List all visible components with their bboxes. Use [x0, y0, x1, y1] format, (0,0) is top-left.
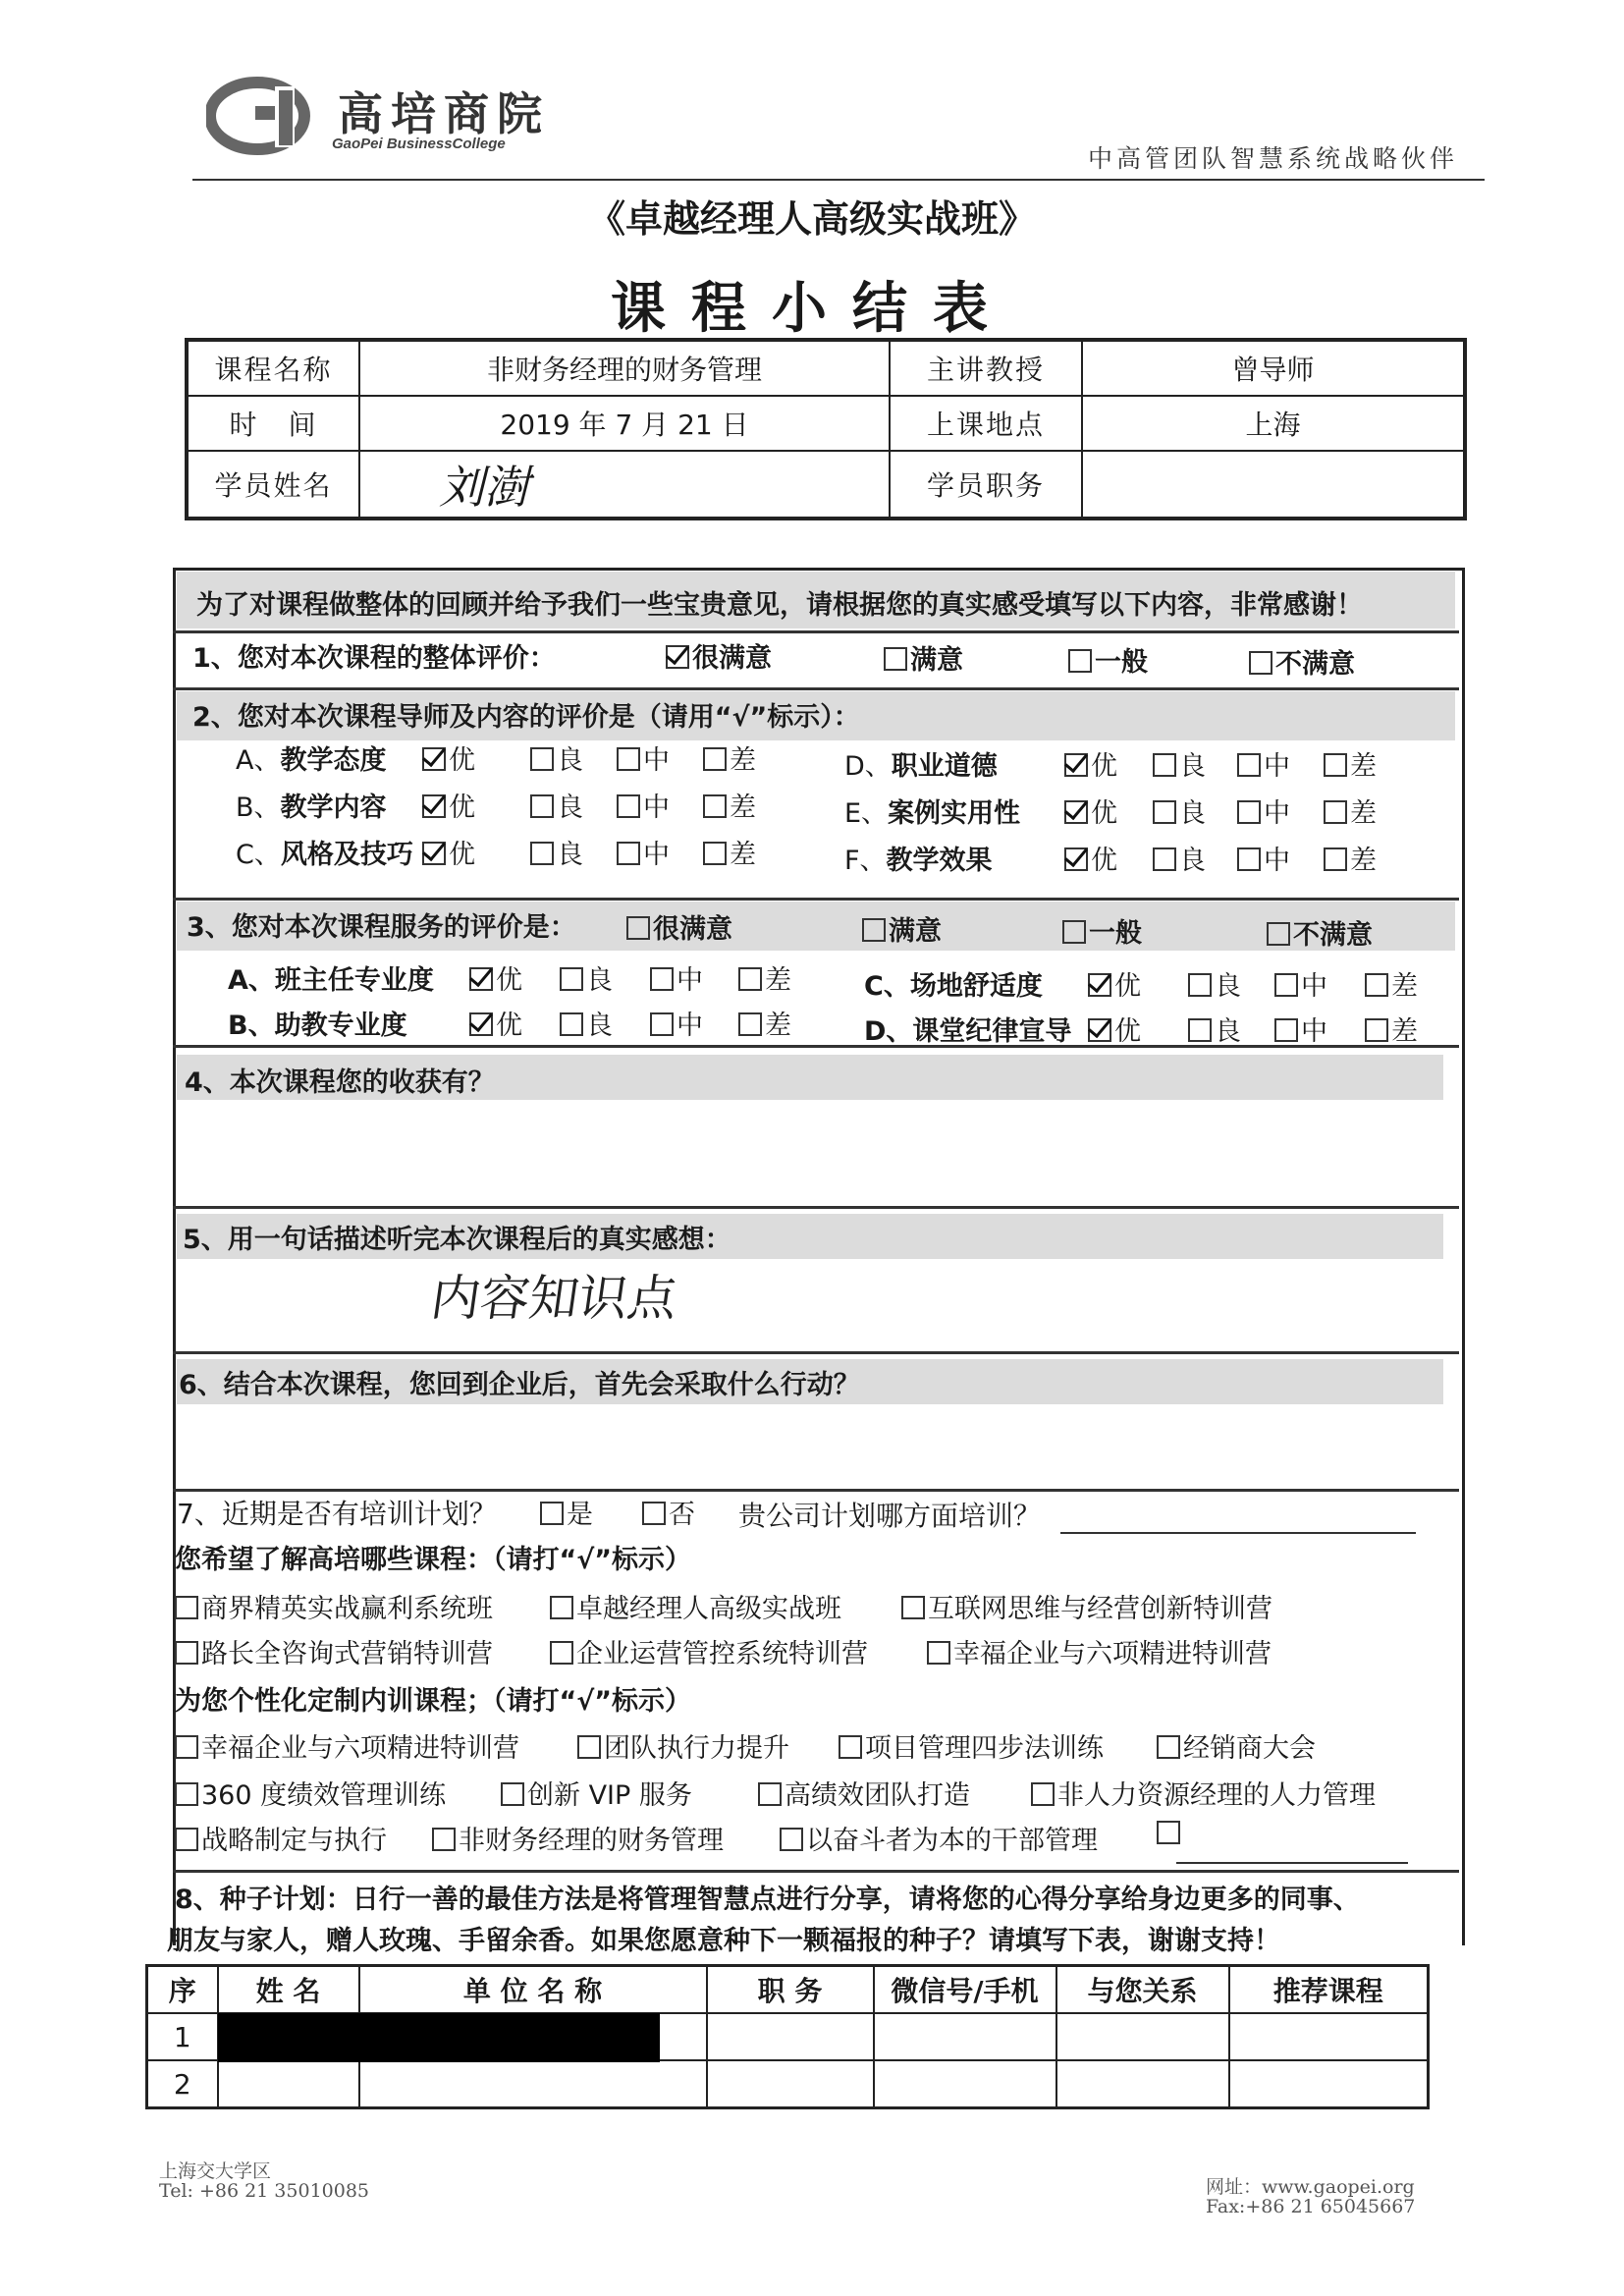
q3-item-label: [864, 1010, 1071, 1048]
option-label: 优: [496, 965, 522, 996]
checkbox-icon[interactable]: [1031, 1782, 1055, 1806]
option-label: 良: [557, 793, 583, 823]
seed-name-field[interactable]: [218, 2060, 359, 2108]
option-label: 优: [449, 840, 475, 870]
checkbox-icon[interactable]: [617, 842, 640, 865]
q7-option-yes[interactable]: 是: [540, 1493, 593, 1531]
checkbox-icon[interactable]: [469, 967, 493, 991]
checkbox-icon[interactable]: [1064, 753, 1088, 777]
logo-text-cn: 高培商院: [338, 87, 550, 140]
item-name: 班主任专业度: [274, 965, 434, 996]
q3-grade-option[interactable]: [469, 958, 522, 997]
checkbox-icon[interactable]: [1324, 847, 1347, 871]
q3-option-unsatisfied[interactable]: 不满意: [1267, 913, 1373, 952]
checkbox-icon[interactable]: [175, 1782, 198, 1806]
q3-grade-option[interactable]: [469, 1004, 522, 1042]
seed-header-course: 推荐课程: [1229, 1966, 1429, 2014]
q3-item-label: [228, 958, 434, 997]
want-course-option[interactable]: [927, 1632, 1272, 1670]
checkbox-icon[interactable]: [175, 1641, 198, 1665]
q2-item-label: [236, 738, 386, 777]
q2-grade-option[interactable]: [1237, 792, 1290, 830]
checkbox-icon[interactable]: [1157, 1821, 1180, 1844]
q3-option-satisfied[interactable]: 满意: [862, 909, 942, 948]
footer-fax: Fax:+86 21 65045667: [1206, 2196, 1416, 2217]
checkbox-icon[interactable]: [703, 747, 727, 771]
q3-grade-option[interactable]: [738, 1004, 791, 1042]
checkbox-icon[interactable]: [530, 842, 554, 865]
item-name: 助教专业度: [274, 1011, 407, 1041]
q2-grade-option[interactable]: [703, 833, 756, 871]
table-row: [147, 2060, 1429, 2108]
q1-option-very-satisfied[interactable]: 很满意: [666, 636, 772, 675]
q2-grade-option[interactable]: [422, 786, 475, 824]
q3-label: 3、您对本次课程服务的评价是：: [187, 912, 576, 943]
q2-grade-option[interactable]: [617, 786, 670, 824]
option-label: 幸福企业与六项精进特训营: [953, 1639, 1272, 1669]
seed-course-field[interactable]: [1229, 2013, 1429, 2060]
teacher-value: 曾导师: [1082, 340, 1465, 396]
option-label: 差: [765, 965, 791, 996]
custom-course-option[interactable]: [175, 1819, 387, 1857]
checkbox-icon[interactable]: [530, 794, 554, 818]
option-label: 创新 VIP 服务: [527, 1780, 692, 1811]
q2-grade-option[interactable]: [422, 833, 475, 871]
checkbox-icon[interactable]: [432, 1828, 456, 1851]
checkbox-icon[interactable]: [175, 1828, 198, 1851]
footer-campus: 上海交大学区: [159, 2160, 272, 2182]
seed-course-field[interactable]: [1229, 2060, 1429, 2108]
q5-label: 5、用一句话描述听完本次课程后的真实感想：: [183, 1225, 731, 1255]
footer-tel: Tel: +86 21 35010085: [159, 2180, 370, 2202]
option-label: 优: [1091, 846, 1117, 876]
q3-option-very-satisfied[interactable]: 很满意: [626, 907, 732, 946]
item-name: 场地舒适度: [909, 971, 1043, 1002]
option-label: 良: [557, 745, 583, 776]
q3-grade-option[interactable]: [560, 1004, 613, 1042]
q5-answer-handwriting[interactable]: 内容知识点: [427, 1270, 681, 1327]
option-label: 优: [449, 745, 475, 776]
q2-grade-option[interactable]: [703, 786, 756, 824]
course-name-label: 课程名称: [187, 340, 359, 396]
item-key: E、: [844, 798, 889, 829]
checkbox-icon[interactable]: [780, 1828, 803, 1851]
seed-row-no: 2: [147, 2060, 218, 2108]
seed-relation-field[interactable]: [1056, 2060, 1229, 2108]
checkbox-icon[interactable]: [927, 1641, 950, 1665]
seed-header-no: 序: [147, 1966, 218, 2014]
q7-which-label: 贵公司计划哪方面培训？: [738, 1500, 1042, 1532]
option-label: 中: [1264, 846, 1290, 876]
option-label: 优: [1114, 971, 1141, 1002]
option-label: 中: [1264, 751, 1290, 782]
checkbox-icon[interactable]: [862, 918, 886, 942]
checkbox-icon[interactable]: [550, 1641, 573, 1665]
seed-header-relation: 与您关系: [1056, 1966, 1229, 2014]
divider: [173, 1045, 1459, 1048]
custom-course-option[interactable]: [839, 1726, 1104, 1765]
q2-item-label: [844, 744, 998, 783]
checkbox-icon[interactable]: [617, 794, 640, 818]
option-label: 良: [586, 1011, 613, 1041]
checkbox-icon[interactable]: [758, 1782, 782, 1806]
item-key: B、: [228, 1011, 275, 1041]
divider: [173, 1489, 1459, 1492]
checkbox-icon[interactable]: [703, 794, 727, 818]
q2-grade-option[interactable]: [1153, 744, 1206, 783]
checkbox-icon[interactable]: [666, 645, 689, 669]
option-label: 差: [1350, 751, 1377, 782]
footer-website[interactable]: 网址：www.gaopei.org: [1206, 2176, 1415, 2198]
seed-position-field[interactable]: [707, 2013, 874, 2060]
option-label: 良: [1179, 798, 1206, 829]
custom-course-option[interactable]: [175, 1774, 446, 1812]
q3-grade-option[interactable]: [1088, 964, 1141, 1003]
intro-text: 为了对课程做整体的回顾并给予我们一些宝贵意见，请根据您的真实感受填写以下内容，非常感谢！: [196, 590, 1363, 621]
checkbox-icon[interactable]: [1274, 973, 1298, 997]
item-key: B、: [236, 793, 281, 823]
q2-grade-option[interactable]: [1237, 744, 1290, 783]
q3-grade-option[interactable]: [1365, 1010, 1418, 1048]
checkbox-icon[interactable]: [650, 1012, 674, 1036]
q1-label: 1、您对本次课程的整体评价：: [192, 643, 556, 674]
student-position-label: 学员职务: [890, 451, 1082, 519]
q6-label: 6、结合本次课程，您回到企业后，首先会采取什么行动？: [179, 1370, 860, 1400]
q2-grade-option[interactable]: [1153, 792, 1206, 830]
custom-course-option[interactable]: [1031, 1774, 1376, 1812]
checkbox-icon[interactable]: [1324, 753, 1347, 777]
option-label: 差: [730, 745, 756, 776]
option-label: 优: [1114, 1016, 1141, 1047]
checkbox-icon[interactable]: [560, 967, 583, 991]
seed-header-position: 职 务: [707, 1966, 874, 2014]
option-label: 卓越经理人高级实战班: [576, 1594, 841, 1624]
custom-course-option[interactable]: [758, 1774, 970, 1812]
custom-course-option[interactable]: [432, 1819, 724, 1857]
option-label: 高绩效团队打造: [785, 1780, 970, 1811]
q1-option-average[interactable]: 一般: [1068, 640, 1148, 679]
checkbox-icon[interactable]: [1064, 847, 1088, 871]
custom-course-option[interactable]: [175, 1726, 519, 1765]
checkbox-icon[interactable]: [738, 967, 762, 991]
option-label: 以奋斗者为本的干部管理: [806, 1826, 1098, 1856]
q2-grade-option[interactable]: [703, 738, 756, 777]
q2-item-label: [236, 833, 413, 871]
item-key: D、: [864, 1016, 913, 1047]
checkbox-icon[interactable]: [530, 747, 554, 771]
checkbox-icon[interactable]: [626, 916, 650, 940]
item-name: 教学态度: [280, 745, 387, 776]
custom-course-option[interactable]: [577, 1726, 789, 1765]
custom-course-option[interactable]: [1157, 1726, 1316, 1765]
checkbox-icon[interactable]: [617, 747, 640, 771]
checkbox-icon[interactable]: [1157, 1735, 1180, 1759]
checkbox-icon[interactable]: [422, 794, 446, 818]
option-label: 差: [1391, 1016, 1418, 1047]
checkbox-icon[interactable]: [1068, 649, 1092, 673]
item-key: F、: [844, 846, 887, 876]
seed-company-field[interactable]: [359, 2060, 707, 2108]
seed-position-field[interactable]: [707, 2060, 874, 2108]
item-name: 教学内容: [280, 793, 387, 823]
checkbox-icon[interactable]: [1188, 1018, 1212, 1042]
q2-grade-option[interactable]: [422, 738, 475, 777]
form-title: 课程小结表: [611, 276, 1013, 341]
checkbox-icon[interactable]: [1274, 1018, 1298, 1042]
want-course-option[interactable]: [175, 1587, 493, 1625]
option-label: 良: [586, 965, 613, 996]
q3-grade-option[interactable]: [650, 958, 703, 997]
q4-answer-area[interactable]: [177, 1104, 1453, 1202]
option-label: 企业运营管控系统特训营: [576, 1639, 868, 1669]
checkbox-icon[interactable]: [1249, 651, 1272, 675]
q7-custom-label: 为您个性化定制内训课程；（请打“√”标示）: [175, 1686, 691, 1717]
checkbox-icon[interactable]: [1237, 847, 1261, 871]
option-label: 商界精英实战赢利系统班: [201, 1594, 493, 1624]
q2-grade-option[interactable]: [1324, 744, 1377, 783]
q2-item-label: [236, 786, 387, 824]
checkbox-icon[interactable]: [1153, 847, 1176, 871]
custom-other-field[interactable]: [1176, 1862, 1408, 1864]
q2-grade-option[interactable]: [530, 786, 583, 824]
checkbox-icon[interactable]: [550, 1596, 573, 1619]
option-label: 经销商大会: [1183, 1733, 1316, 1764]
checkbox-icon[interactable]: [703, 842, 727, 865]
q2-grade-option[interactable]: [1153, 839, 1206, 877]
divider: [173, 1870, 1459, 1873]
q3-grade-option[interactable]: [1274, 1010, 1327, 1048]
option-label: 优: [449, 793, 475, 823]
custom-course-option[interactable]: [780, 1819, 1098, 1857]
item-key: A、: [236, 745, 281, 776]
header-divider: [192, 179, 1485, 181]
option-label: 中: [643, 840, 670, 870]
q2-grade-option[interactable]: [530, 738, 583, 777]
q3-grade-option[interactable]: [1188, 964, 1241, 1003]
q3-grade-option[interactable]: [1274, 964, 1327, 1003]
q2-grade-option[interactable]: [1064, 792, 1117, 830]
item-name: 课堂纪律宣导: [912, 1016, 1072, 1047]
q3-grade-option[interactable]: [560, 958, 613, 997]
option-label: 中: [1264, 798, 1290, 829]
q3-item-label: [228, 1004, 407, 1042]
checkbox-icon[interactable]: [1267, 922, 1290, 946]
checkbox-icon[interactable]: [1088, 973, 1111, 997]
option-label: 良: [1179, 846, 1206, 876]
option-label: 非财务经理的财务管理: [459, 1826, 724, 1856]
want-course-option[interactable]: [175, 1632, 493, 1670]
option-label: 互联网思维与经营创新特训营: [928, 1594, 1272, 1624]
item-name: 风格及技巧: [280, 840, 413, 870]
option-label: 良: [1215, 971, 1241, 1002]
custom-course-option[interactable]: [501, 1774, 692, 1812]
item-key: C、: [864, 971, 910, 1002]
item-name: 教学效果: [886, 846, 993, 876]
option-label: 差: [1391, 971, 1418, 1002]
want-course-option[interactable]: [550, 1632, 868, 1670]
item-name: 案例实用性: [888, 798, 1021, 829]
option-label: 360 度绩效管理训练: [201, 1780, 447, 1811]
q2-grade-option[interactable]: [1237, 839, 1290, 877]
checkbox-icon[interactable]: [422, 842, 446, 865]
checkbox-icon[interactable]: [901, 1596, 925, 1619]
checkbox-icon[interactable]: [1188, 973, 1212, 997]
checkbox-icon[interactable]: [577, 1735, 601, 1759]
checkbox-icon[interactable]: [1062, 920, 1086, 944]
q2-grade-option[interactable]: [617, 738, 670, 777]
checkbox-icon[interactable]: [469, 1012, 493, 1036]
divider: [173, 1351, 1459, 1354]
checkbox-icon[interactable]: [1153, 753, 1176, 777]
option-label: 中: [677, 1011, 703, 1041]
item-key: D、: [844, 751, 892, 782]
q3-grade-option[interactable]: [1365, 964, 1418, 1003]
student-name-label: 学员姓名: [187, 451, 359, 519]
q2-grade-option[interactable]: [1324, 839, 1377, 877]
option-label: 优: [1091, 798, 1117, 829]
q2-grade-option[interactable]: [1064, 839, 1117, 877]
course-info-table: [185, 338, 1467, 520]
checkbox-icon[interactable]: [642, 1502, 666, 1525]
q7-which-field[interactable]: [1060, 1532, 1416, 1534]
divider: [173, 898, 1459, 901]
checkbox-icon[interactable]: [540, 1502, 564, 1525]
q3-grade-option[interactable]: [1088, 1010, 1141, 1048]
checkbox-icon[interactable]: [1153, 800, 1176, 824]
q1-option-unsatisfied[interactable]: 不满意: [1249, 642, 1355, 681]
seed-contact-field[interactable]: [874, 2013, 1056, 2060]
option-label: 差: [1350, 846, 1377, 876]
checkbox-icon[interactable]: [650, 967, 674, 991]
option-label: 中: [677, 965, 703, 996]
time-label: 时 间: [187, 396, 359, 451]
place-value: 上海: [1082, 396, 1465, 451]
seed-header-company: 单 位 名 称: [359, 1966, 707, 2014]
logo-icon: [206, 77, 322, 155]
option-label: 团队执行力提升: [604, 1733, 789, 1764]
checkbox-icon[interactable]: [738, 1012, 762, 1036]
option-label: 战略制定与执行: [201, 1826, 387, 1856]
checkbox-icon[interactable]: [1324, 800, 1347, 824]
checkbox-icon[interactable]: [1237, 753, 1261, 777]
q7-label: 7、近期是否有培训计划？: [177, 1498, 497, 1530]
option-label: 差: [730, 840, 756, 870]
q4-label: 4、本次课程您的收获有？: [185, 1067, 495, 1098]
redaction-bar: [218, 2013, 660, 2062]
q1-option-satisfied[interactable]: 满意: [884, 638, 963, 677]
q3-item-label: [864, 964, 1043, 1003]
q8-line1: 8、种子计划：日行一善的最佳方法是将管理智慧点进行分享，请将您的心得分享给身边更多的同事、: [175, 1885, 1360, 1915]
option-label: 良: [1179, 751, 1206, 782]
q7-option-no[interactable]: 否: [642, 1493, 695, 1531]
q2-grade-option[interactable]: [1324, 792, 1377, 830]
checkbox-icon[interactable]: [175, 1735, 198, 1759]
course-name-value: 非财务经理的财务管理: [359, 340, 890, 396]
q2-item-label: [844, 792, 1020, 830]
seed-row-no: 1: [147, 2013, 218, 2060]
checkbox-icon[interactable]: [1365, 1018, 1388, 1042]
divider: [173, 1206, 1459, 1209]
teacher-label: 主讲教授: [890, 340, 1082, 396]
q3-grade-option[interactable]: [1188, 1010, 1241, 1048]
option-label: 良: [557, 840, 583, 870]
checkbox-icon[interactable]: [560, 1012, 583, 1036]
checkbox-icon[interactable]: [1064, 800, 1088, 824]
partner-slogan: 中高管团队智慧系统战略伙伴: [1088, 144, 1459, 173]
student-position-field[interactable]: [1082, 451, 1465, 519]
option-label: 中: [1301, 1016, 1327, 1047]
option-label: 优: [496, 1011, 522, 1041]
item-key: C、: [236, 840, 281, 870]
option-label: 差: [1350, 798, 1377, 829]
checkbox-icon[interactable]: [839, 1735, 862, 1759]
item-name: 职业道德: [891, 751, 998, 782]
q2-item-label: [844, 839, 993, 877]
want-course-option[interactable]: [550, 1587, 841, 1625]
checkbox-icon[interactable]: [422, 747, 446, 771]
option-label: 路长全咨询式营销特训营: [201, 1639, 493, 1669]
option-label: 优: [1091, 751, 1117, 782]
q2-grade-option[interactable]: [617, 833, 670, 871]
checkbox-icon[interactable]: [175, 1596, 198, 1619]
time-value: 2019 年 7 月 21 日: [359, 396, 890, 451]
option-label: 项目管理四步法训练: [865, 1733, 1104, 1764]
place-label: 上课地点: [890, 396, 1082, 451]
option-label: 幸福企业与六项精进特训营: [201, 1733, 519, 1764]
seed-contact-field[interactable]: [874, 2060, 1056, 2108]
option-label: 非人力资源经理的人力管理: [1057, 1780, 1376, 1811]
q6-answer-area[interactable]: [177, 1406, 1453, 1485]
q3-option-average[interactable]: 一般: [1062, 911, 1142, 950]
q7-want-label: 您希望了解高培哪些课程：（请打“√”标示）: [175, 1545, 691, 1575]
seed-relation-field[interactable]: [1056, 2013, 1229, 2060]
checkbox-icon[interactable]: [1365, 973, 1388, 997]
q2-label: 2、您对本次课程导师及内容的评价是（请用“√”标示）：: [192, 702, 860, 733]
option-label: 良: [1215, 1016, 1241, 1047]
checkbox-icon[interactable]: [501, 1782, 524, 1806]
option-label: 差: [730, 793, 756, 823]
q2-grade-option[interactable]: [1064, 744, 1117, 783]
divider: [173, 687, 1459, 690]
logo-text-en: GaoPei BusinessCollege: [332, 136, 506, 152]
option-label: 中: [1301, 971, 1327, 1002]
option-label: 中: [643, 745, 670, 776]
checkbox-icon[interactable]: [1237, 800, 1261, 824]
custom-course-option[interactable]: [1157, 1819, 1183, 1849]
item-key: A、: [228, 965, 275, 996]
option-label: 中: [643, 793, 670, 823]
student-name-field[interactable]: 刘澍: [359, 451, 890, 519]
checkbox-icon[interactable]: [1088, 1018, 1111, 1042]
option-label: 差: [765, 1011, 791, 1041]
course-series-title: 《卓越经理人高级实战班》: [587, 197, 1036, 241]
q3-grade-option[interactable]: [650, 1004, 703, 1042]
divider: [173, 630, 1459, 633]
q3-grade-option[interactable]: [738, 958, 791, 997]
checkbox-icon[interactable]: [884, 647, 907, 671]
seed-header-contact: 微信号/手机: [874, 1966, 1056, 2014]
q2-grade-option[interactable]: [530, 833, 583, 871]
want-course-option[interactable]: [901, 1587, 1272, 1625]
q8-line2: 朋友与家人，赠人玫瑰、手留余香。如果您愿意种下一颗福报的种子？请填写下表，谢谢支持！: [167, 1926, 1280, 1956]
seed-header-name: 姓 名: [218, 1966, 359, 2014]
